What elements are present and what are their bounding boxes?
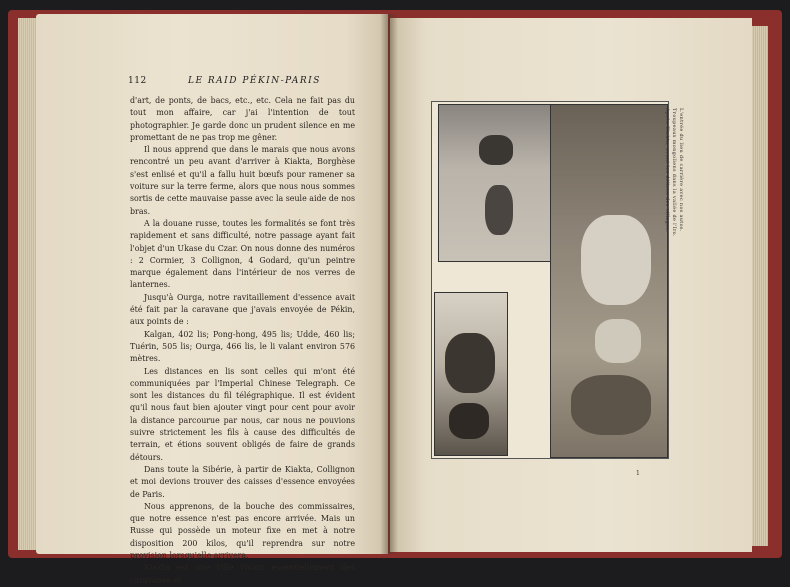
- paragraph: Il nous apprend que dans le marais que nous avons rencontré un peu avant d'arriver à Kiakta, Borghèse s'est enlisé et qu'il a fallu huit bœufs pour ramener sa voiture sur la terre ferme, alors que nous nous sommes sortis de cette mauvaise passe avec la seule aide de nos bras.: [130, 145, 355, 216]
- photo-group-of-people: [434, 292, 508, 456]
- photo-captions: [664, 108, 686, 448]
- photo-caption: Après Kiakta, avant les délices des villages.: [664, 108, 670, 233]
- photo-caption: Troupeaux mongoliens dans la vallée de l'Iro.: [671, 108, 677, 237]
- paragraph: Dans toute la Sibérie, à partir de Kiakta, Collignon et moi devions trouver des caisses d'essence envoyées de Paris.: [130, 464, 355, 499]
- plate-mark: 1: [636, 470, 640, 477]
- page-number: 112: [128, 76, 147, 86]
- paragraph: Kiakta est une ville vivant essentiellement des caravanes et: [130, 563, 355, 585]
- paragraph: A la douane russe, toutes les formalités se font très rapidement et sans difficulté, notre passage ayant fait l'objet d'un Ukase du Czar. On nous donne des numéros : 2 Cormier, 3 Collignon, 4 Godard, qu'un peintre marque également dans l'intérieur de nos verres de lanternes.: [130, 218, 355, 290]
- running-title: LE RAID PÉKIN-PARIS: [188, 76, 321, 86]
- photo-cars-in-field: [550, 104, 668, 458]
- paragraph: d'art, de ponts, de bacs, etc., etc. Cela ne fait pas du tout mon affaire, car j'ai l'intention de tout photographier. Je garde donc un prudent silence en me promettant de ne pas trop me gêner.: [130, 96, 355, 142]
- left-page-body: [130, 95, 355, 587]
- book-gutter: [380, 14, 398, 554]
- paragraph: Kalgan, 402 lis; Pong-hong, 495 lis; Udde, 460 lis; Tuérin, 505 lis; Ourga, 466 lis, le li valant environ 576 mètres.: [130, 329, 355, 364]
- paragraph: Nous apprenons, de la bouche des commissaires, que notre essence n'est pas encore arrivée. Mais un Russe qui possède un moteur fixe en met à notre disposition 200 kilos, qu'il reprendra sur notre provision lorsqu'elle arrivera.: [130, 501, 355, 560]
- paragraph: Les distances en lis sont celles qui m'ont été communiquées par l'Imperial Chinese Telegraph. Ce sont les distances du fil télégraphique. Il est évident qu'il nous faut bien ajouter vingt pour cent pour avoir la distance parcourue par nous, car nous ne pouvions suivre strictement les fils à cause des difficultés de terrain, et étions souvent obligés de faire de grands détours.: [130, 366, 355, 462]
- running-head: [128, 76, 358, 90]
- photo-car-on-road: [438, 104, 552, 262]
- paragraph: Jusqu'à Ourga, notre ravitaillement d'essence avait été fait par la caravane que j'avais envoyée de Pékin, aux points de :: [130, 292, 355, 327]
- photo-caption: L'entrée du lieu de carrière avec nos autos.: [678, 108, 684, 232]
- photo-plate: [431, 101, 669, 459]
